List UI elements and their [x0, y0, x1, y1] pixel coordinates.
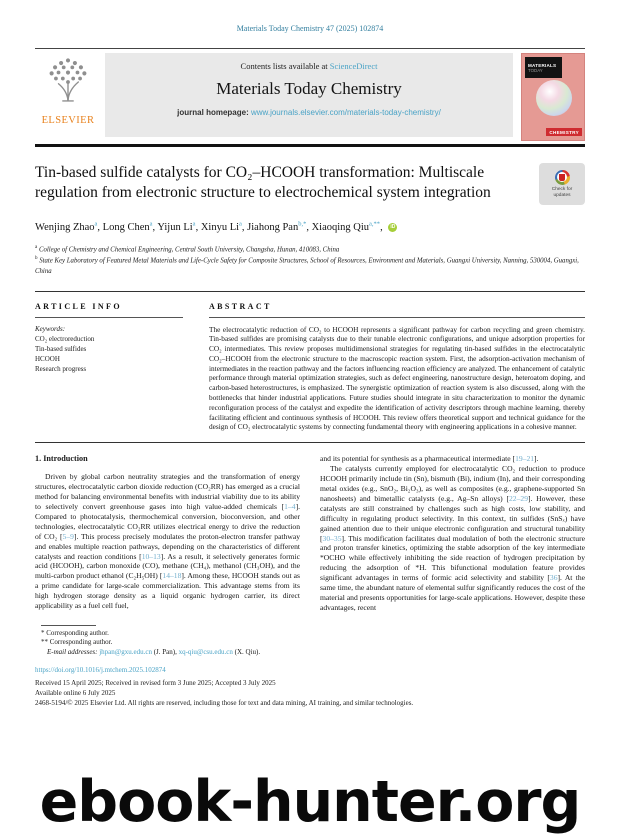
intro-paragraph: The catalysts currently employed for electrocatalytic CO₂ reduction to produce HCOOH primarily include tin (Sn), bismuth (Bi), indium (In), and their corresponding metal oxides (e.g., SnO₂, Bi₂O₃), as well as composites (e.g., graphene-supported Sn nanosheets) and bimetallic catalysts (e.g., Ag–Sn alloys) [22–29]. However, these catalysts are still constrained by challenges such as high costs, low stability, and difficulty in regulating product selectivity. In this context, tin sulfides (SnSₓ) have gained attention due to their unique electronic configuration and structural tunability [30–35]. This modification facilitates dual modulation of both the electronic structure and proton transfer kinetics, optimizing the stable adsorption of the key intermediate *OCHO while effectively inhibiting the side reaction of hydrogen precipitation by reducing the adsorption of *H. This bifunctional modulation feature provides significant advantages in terms of formic acid selectivity and stability [36]. At the same time, the abundant nature of elemental sulfur significantly reduces the cost of the material and presents opportunities for large-scale applications. However, despite these advantages, recent	[320, 463, 585, 613]
article-info-heading: ARTICLE INFO	[35, 301, 122, 311]
intro-right-column	[320, 454, 585, 613]
email-link-pan[interactable]: jhpan@gxu.edu.cn	[99, 647, 152, 656]
author: Yijun Li$^a$ ,	[157, 222, 200, 233]
keyword: HCOOH	[35, 354, 60, 363]
author-affil-sup: a,**	[369, 220, 381, 227]
contents-line	[115, 61, 503, 71]
corresponding-author-note: ** Corresponding author.	[41, 638, 113, 647]
author-list	[35, 220, 585, 233]
cover-sphere-art	[536, 80, 572, 116]
doi-link[interactable]: https://doi.org/10.1016/j.mtchem.2025.102874	[35, 666, 166, 675]
cover-brand-top: MATERIALS	[528, 63, 557, 68]
materials-today-brand	[525, 57, 562, 78]
author-affil-sup: a	[192, 220, 196, 227]
orcid-icon[interactable]: iD	[390, 223, 396, 230]
journal-masthead	[105, 53, 513, 137]
email-link-qiu[interactable]: xq-qiu@csu.edu.cn	[178, 647, 233, 656]
watermark: ebook-hunter.org	[39, 769, 581, 835]
author-affil-sup: a	[239, 220, 242, 227]
intro-paragraph: Driven by global carbon neutrality strategies and the transformation of energy structures, electrocatalytic carbon dioxide reduction (CO₂RR) has emerged as a crucial method for balancing environmental benefits with industrial viability due to its ability to selectively convert greenhouse gases into high value-added chemicals [1–4]. Compared to photocatalysis, thermochemical conversion, bioconversion, and other technologies, electrocatalytic CO₂RR utilizes electrical energy to drive the reduction of CO₂ [5–9]. This process precisely modulates the proton-electron transfer pathway and enables multiple reaction pathways, depending on the characteristics of different catalysts and reaction conditions [10–13]. As a result, it selectively generates formic acid (HCOOH), carbon monoxide (CO), methane (CH₄), methanol (CH₃OH), and the multi-carbon product ethanol (C₂H₅OH) [14–18]. Among these, HCOOH stands out as a prime candidate for large-scale commercialization. This advantage stems from its high hydrogen storage density as a liquid organic hydrogen carrier, its direct applicability as a fuel cell fuel,	[35, 472, 301, 611]
cover-chemistry-badge: CHEMISTRY	[546, 128, 582, 136]
introduction-section	[35, 454, 585, 613]
title-row	[35, 163, 585, 205]
keyword: Research progress	[35, 365, 87, 374]
author: Wenjing Zhao$^a$ ,	[35, 222, 103, 233]
email-label: E-mail addresses:	[47, 647, 98, 656]
abstract-rule	[209, 317, 585, 318]
article-title: Tin-based sulfide catalysts for CO₂–HCOOH transformation: Multiscale regulation from electronic structure to electrochemical system integration	[35, 164, 491, 202]
homepage-label: journal homepage:	[177, 108, 249, 117]
check-for-updates-badge[interactable]	[539, 163, 585, 205]
sciencedirect-link[interactable]: ScienceDirect	[329, 61, 378, 71]
affiliation-list	[35, 244, 585, 278]
contents-label: Contents lists available at	[240, 61, 328, 71]
introduction-heading: 1. Introduction	[35, 454, 88, 464]
author-affil-sup: a	[149, 220, 153, 227]
keyword: CO₂ electroreduction	[35, 334, 95, 343]
abstract-bottom-rule	[35, 442, 585, 443]
article-info-column	[35, 302, 183, 432]
abstract-text: The electrocatalytic reduction of CO₂ to HCOOH represents a significant pathway for carbon recycling and green chemistry. Tin-based sulfides are promising catalysts due to their tunable electronic configurations, and unique adsorption properties for CO₂ intermediates. This review proposes multidimensional strategies for regulating tin-based sulfides in the electrocatalytic CO₂–HCOOH from the electronic structure to the macroscopic reaction system. First, the adsorption-activation mechanism of intermediates in the reaction pathway and the factors influencing reaction efficiency are analyzed. The enhancement of catalytic performance through material optimization strategies, such as defect engineering, nanostructure design, heteroatom doping, and carbon-based heterostructures, is emphasized. The synergistic optimization of reaction system is also discussed, along with the bottlenecks that hinder industrial applications. Future studies should integrate in situ characterization to monitor the dynamic reconfiguration process of the catalyst and expedite the identification of activity descriptors through machine learning, thereby facilitating efficient and continuous synthesis of HCOOH. This review offers theoretical support and technical guidance for the design of CO₂ electrocatalytic systems by connecting fundamental theory with engineering applications in a cohesive manner.	[209, 324, 585, 432]
email-line: E-mail addresses: jhpan@gxu.edu.cn (J. Pan), xq-qiu@csu.edu.cn (X. Qiu).	[47, 647, 261, 656]
elsevier-wordmark: ELSEVIER	[41, 115, 95, 126]
author: Jiahong Pan$^{b,*}$ ,	[247, 222, 311, 233]
footnote-block	[35, 625, 295, 657]
check-for-updates-label: Check for updates	[551, 186, 573, 198]
header-bottom-rule	[35, 144, 585, 147]
affiliation: $^b$ State Key Laboratory of Featured Metal Materials and Life-Cycle Safety for Composite Structures, School of Resources, Environment and Materials, Guangxi University, Nanning, 530004, Guangxi, China	[35, 256, 579, 276]
publication-meta	[35, 666, 585, 708]
keyword: Tin-based sulfides	[35, 344, 87, 353]
journal-homepage-link[interactable]: www.journals.elsevier.com/materials-today-chemistry/	[250, 108, 441, 117]
info-top-rule	[35, 291, 585, 292]
info-abstract-section	[35, 297, 585, 432]
crossmark-icon	[555, 170, 570, 185]
author: Xiaoqing Qiu$^{a,**}$ ,	[312, 222, 386, 233]
intro-paragraph: and its potential for synthesis as a pharmaceutical intermediate [19–21].	[320, 454, 539, 464]
corresponding-author-note: * Corresponding author.	[41, 629, 109, 638]
copyright-line: 2468-5194/© 2025 Elsevier Ltd. All rights are reserved, including those for text and data mining, AI training, and similar technologies.	[35, 698, 414, 707]
journal-header	[35, 49, 585, 141]
affiliation: $^a$ College of Chemistry and Chemical Engineering, Central South University, Changsha, Hunan, 410083, China	[35, 244, 340, 253]
cover-brand-bottom: TODAY	[528, 68, 543, 73]
citation-header: Materials Today Chemistry 47 (2025) 102874	[236, 24, 384, 33]
abstract-column	[209, 302, 585, 432]
received-dates: Received 15 April 2025; Received in revised form 3 June 2025; Accepted 3 July 2025	[35, 679, 276, 688]
keywords-label: Keywords:	[35, 324, 66, 333]
author-affil-sup: b,*	[298, 220, 307, 227]
intro-left-column	[35, 454, 300, 613]
article-info-rule	[35, 317, 183, 318]
elsevier-logo[interactable]	[35, 49, 101, 141]
author: Long Chen$^a$ ,	[103, 222, 158, 233]
journal-title: Materials Today Chemistry	[216, 79, 402, 98]
homepage-line	[115, 108, 503, 117]
footnote-rule	[41, 625, 96, 626]
author-affil-sup: a	[94, 220, 98, 227]
elsevier-tree-icon	[43, 55, 93, 109]
available-online: Available online 6 July 2025	[35, 688, 116, 697]
author: Xinyu Li$^a$ ,	[201, 222, 247, 233]
abstract-heading: ABSTRACT	[209, 301, 272, 311]
journal-cover	[521, 53, 585, 141]
